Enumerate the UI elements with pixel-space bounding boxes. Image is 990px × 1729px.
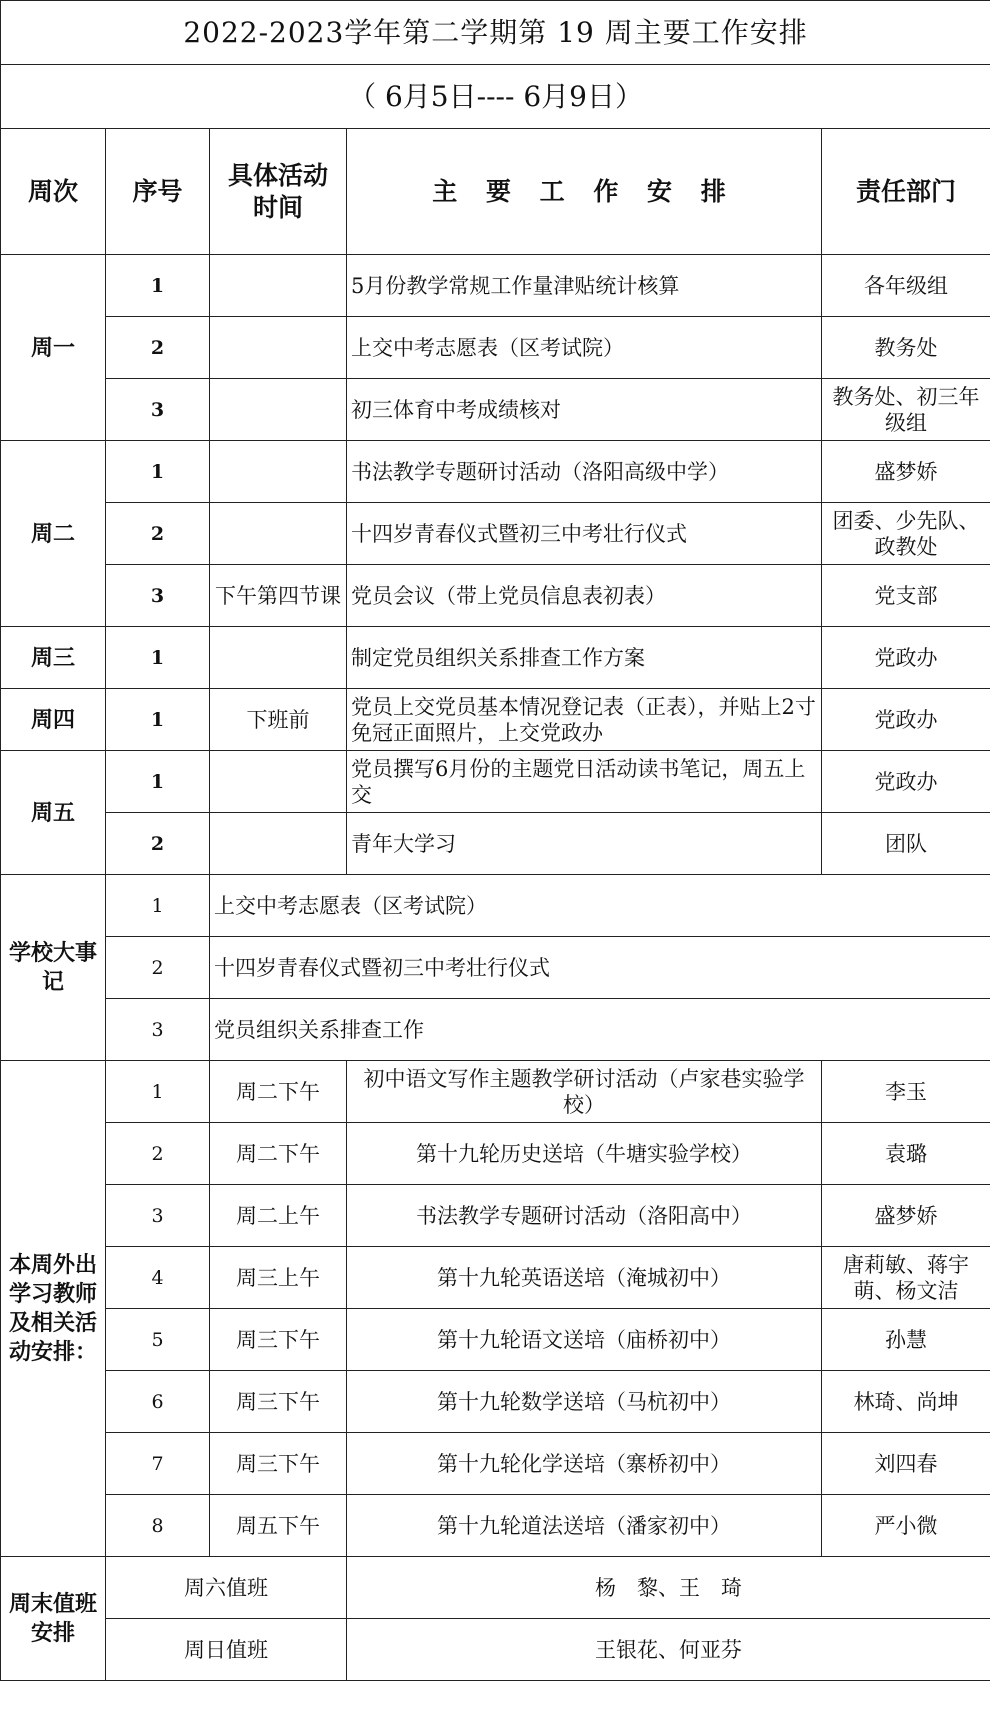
time-cell: 周三下午 (210, 1309, 347, 1371)
table-row (1, 627, 990, 689)
task-cell: 上交中考志愿表（区考试院） (347, 317, 822, 379)
table-row (1, 751, 990, 813)
header-dept: 责任部门 (822, 129, 990, 255)
time-cell: 周三下午 (210, 1433, 347, 1495)
time-cell: 周三下午 (210, 1371, 347, 1433)
week-label: 周三 (1, 627, 106, 689)
seq-cell: 3 (106, 999, 210, 1061)
seq-cell: 3 (106, 379, 210, 441)
table-row (1, 255, 990, 317)
task-cell: 十四岁青春仪式暨初三中考壮行仪式 (347, 503, 822, 565)
table-row (1, 875, 990, 937)
event-cell: 十四岁青春仪式暨初三中考壮行仪式 (210, 937, 990, 999)
week-label: 周五 (1, 751, 106, 875)
dept-cell: 李玉 (822, 1061, 990, 1123)
time-cell: 周五下午 (210, 1495, 347, 1557)
weekend-label: 周末值班安排 (1, 1557, 106, 1681)
table-row (1, 813, 990, 875)
dept-cell: 盛梦娇 (822, 1185, 990, 1247)
time-cell (210, 813, 347, 875)
time-cell: 周二下午 (210, 1123, 347, 1185)
task-cell: 第十九轮英语送培（淹城初中） (347, 1247, 822, 1309)
dept-cell: 团队 (822, 813, 990, 875)
table-row (1, 1433, 990, 1495)
page-title: 2022-2023学年第二学期第 19 周主要工作安排 (1, 1, 990, 65)
seq-cell: 2 (106, 317, 210, 379)
dept-cell: 教务处、初三年级组 (822, 379, 990, 441)
seq-cell: 8 (106, 1495, 210, 1557)
time-cell (210, 441, 347, 503)
seq-cell: 3 (106, 565, 210, 627)
seq-cell: 4 (106, 1247, 210, 1309)
dept-cell: 孙慧 (822, 1309, 990, 1371)
event-cell: 党员组织关系排查工作 (210, 999, 990, 1061)
time-cell (210, 317, 347, 379)
table-row (1, 1061, 990, 1123)
header-row (1, 129, 990, 255)
task-cell: 第十九轮化学送培（寨桥初中） (347, 1433, 822, 1495)
time-cell: 下午第四节课 (210, 565, 347, 627)
header-week: 周次 (1, 129, 106, 255)
dept-cell: 各年级组 (822, 255, 990, 317)
task-cell: 制定党员组织关系排查工作方案 (347, 627, 822, 689)
seq-cell: 1 (106, 1061, 210, 1123)
task-cell: 初三体育中考成绩核对 (347, 379, 822, 441)
duty-staff-cell: 杨 黎、王 琦 (347, 1557, 990, 1619)
seq-cell: 1 (106, 441, 210, 503)
table-row (1, 379, 990, 441)
seq-cell: 5 (106, 1309, 210, 1371)
table-row (1, 1557, 990, 1619)
task-cell: 第十九轮数学送培（马杭初中） (347, 1371, 822, 1433)
seq-cell: 7 (106, 1433, 210, 1495)
dept-cell: 党政办 (822, 751, 990, 813)
dept-cell: 教务处 (822, 317, 990, 379)
dept-cell: 党政办 (822, 627, 990, 689)
seq-cell: 1 (106, 751, 210, 813)
task-cell: 书法教学专题研讨活动（洛阳高级中学） (347, 441, 822, 503)
header-seq: 序号 (106, 129, 210, 255)
week-label: 周一 (1, 255, 106, 441)
table-row (1, 1371, 990, 1433)
task-cell: 初中语文写作主题教学研讨活动（卢家巷实验学校） (347, 1061, 822, 1123)
dept-cell: 团委、少先队、政教处 (822, 503, 990, 565)
table-row (1, 999, 990, 1061)
table-row (1, 565, 990, 627)
time-cell (210, 751, 347, 813)
table-row (1, 1123, 990, 1185)
table-row (1, 441, 990, 503)
seq-cell: 3 (106, 1185, 210, 1247)
task-cell: 第十九轮历史送培（牛塘实验学校） (347, 1123, 822, 1185)
time-cell: 周二下午 (210, 1061, 347, 1123)
seq-cell: 1 (106, 689, 210, 751)
time-cell: 周三上午 (210, 1247, 347, 1309)
task-cell: 党员会议（带上党员信息表初表） (347, 565, 822, 627)
duty-staff-cell: 王银花、何亚芬 (347, 1619, 990, 1681)
dept-cell: 唐莉敏、蒋宇萌、杨文洁 (822, 1247, 990, 1309)
seq-cell: 6 (106, 1371, 210, 1433)
seq-cell: 1 (106, 627, 210, 689)
time-cell (210, 627, 347, 689)
task-cell: 青年大学习 (347, 813, 822, 875)
time-cell (210, 255, 347, 317)
table-row (1, 1619, 990, 1681)
task-cell: 书法教学专题研讨活动（洛阳高中） (347, 1185, 822, 1247)
dept-cell: 袁璐 (822, 1123, 990, 1185)
dept-cell: 盛梦娇 (822, 441, 990, 503)
task-cell: 第十九轮语文送培（庙桥初中） (347, 1309, 822, 1371)
table-row (1, 1495, 990, 1557)
header-time (210, 129, 347, 255)
time-cell: 下班前 (210, 689, 347, 751)
week-label: 周二 (1, 441, 106, 627)
table-row (1, 1247, 990, 1309)
table-row (1, 1309, 990, 1371)
dept-cell: 严小微 (822, 1495, 990, 1557)
table-row (1, 689, 990, 751)
time-cell (210, 379, 347, 441)
header-time-line2: 时间 (252, 192, 303, 222)
date-range: （ 6月5日---- 6月9日） (1, 65, 990, 129)
time-cell (210, 503, 347, 565)
seq-cell: 2 (106, 813, 210, 875)
task-cell: 第十九轮道法送培（潘家初中） (347, 1495, 822, 1557)
dept-cell: 刘四春 (822, 1433, 990, 1495)
task-cell: 党员撰写6月份的主题党日活动读书笔记，周五上交 (347, 751, 822, 813)
header-time-line1: 具体活动 (227, 160, 328, 190)
seq-cell: 2 (106, 503, 210, 565)
outings-label: 本周外出学习教师及相关活动安排： (1, 1061, 106, 1557)
seq-cell: 2 (106, 1123, 210, 1185)
table-row (1, 503, 990, 565)
task-cell: 5月份教学常规工作量津贴统计核算 (347, 255, 822, 317)
header-work: 主 要 工 作 安 排 (347, 129, 822, 255)
dept-cell: 林琦、尚坤 (822, 1371, 990, 1433)
table-row (1, 937, 990, 999)
seq-cell: 1 (106, 255, 210, 317)
time-cell: 周二上午 (210, 1185, 347, 1247)
duty-day-cell: 周日值班 (106, 1619, 347, 1681)
table-row (1, 317, 990, 379)
seq-cell: 2 (106, 937, 210, 999)
week-label: 周四 (1, 689, 106, 751)
events-label: 学校大事记 (1, 875, 106, 1061)
seq-cell: 1 (106, 875, 210, 937)
duty-day-cell: 周六值班 (106, 1557, 347, 1619)
task-cell: 党员上交党员基本情况登记表（正表），并贴上2寸免冠正面照片，上交党政办 (347, 689, 822, 751)
dept-cell: 党支部 (822, 565, 990, 627)
table-row (1, 1185, 990, 1247)
event-cell: 上交中考志愿表（区考试院） (210, 875, 990, 937)
dept-cell: 党政办 (822, 689, 990, 751)
